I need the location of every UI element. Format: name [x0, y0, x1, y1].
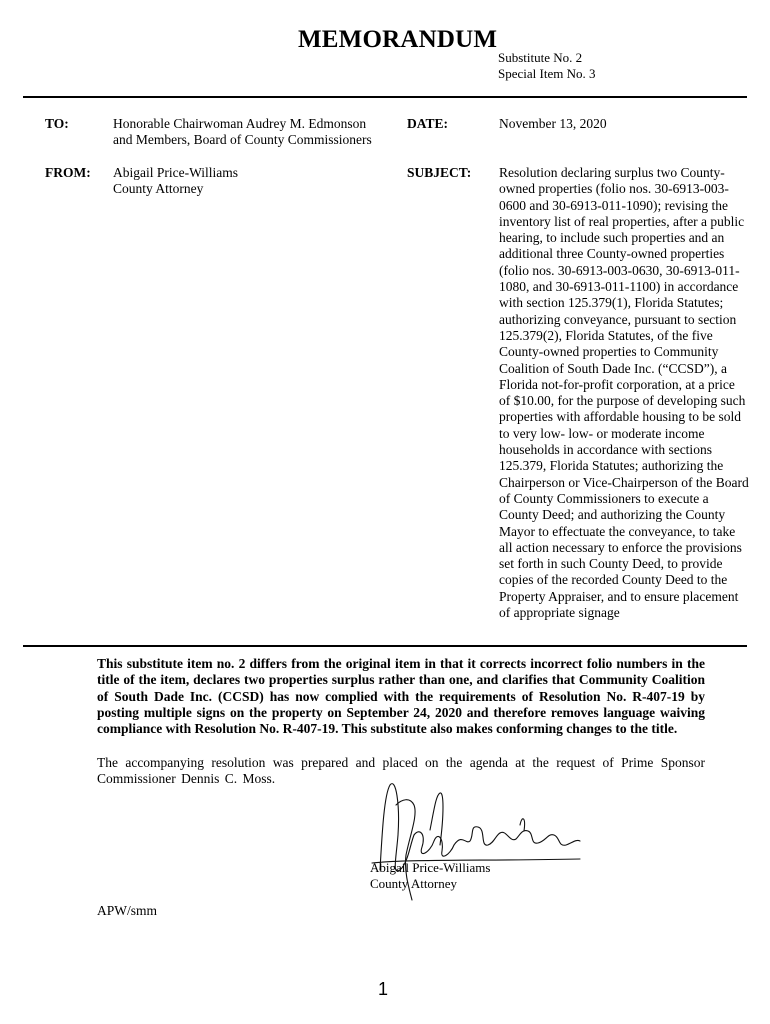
subject-label: SUBJECT: [407, 165, 472, 180]
substitute-number: Substitute No. 2 [498, 50, 583, 65]
special-item-number: Special Item No. 3 [498, 66, 596, 81]
to-recipient-line1: Honorable Chairwoman Audrey M. Edmonson [113, 116, 367, 131]
closing-paragraph: The accompanying resolution was prepared and placed on the agenda at the request of Prime Sponsor Commissioner Dennis C. Moss. [97, 755, 705, 787]
page-number: 1 [378, 979, 389, 999]
date-label: DATE: [407, 116, 449, 131]
to-recipient-line2: and Members, Board of County Commissioners [113, 132, 372, 147]
subject-divider [23, 645, 747, 647]
subject-text: Resolution declaring surplus two County-owned properties (folio nos. 30-6913-003-0600 and 30-6913-011-1090); revising the inventory list of real properties, after a public hearing, to include such properties and an additional three County-owned properties (folio nos. 30-6913-003-0630, 30-6913-011-1080, and 30-6913-011-1100) in accordance with section 125.379(1), Florida Statutes; authorizing conveyance, pursuant to section 125.379(2), Florida Statutes, of the five County-owned properties to Community Coalition of South Dade Inc. (“CCSD”), a Florida not-for-profit corporation, at a price of $10.00, for the purpose of developing such properties with affordable housing to be sold to very low- low- or moderate income households in accordance with sections 125.379, Florida Statutes; authorizing the Chairperson or Vice-Chairperson of the Board of County Commissioners to execute a County Deed; and authorizing the County Mayor to effectuate the conveyance, to take all action necessary to enforce the provisions set forth in such County Deed, to provide copies of the recorded County Deed to the Property Appraiser, and to ensure placement of appropriate signage [499, 165, 749, 621]
from-sender-title: County Attorney [113, 181, 204, 196]
memo-title: MEMORANDUM [298, 26, 498, 53]
signer-name: Abigail Price-Williams [370, 860, 491, 875]
date-value: November 13, 2020 [499, 116, 607, 131]
typist-initials: APW/smm [97, 903, 158, 918]
substitute-note-paragraph: This substitute item no. 2 differs from the original item in that it corrects incorrect folio numbers in the title of the item, declares two properties surplus rather than one, and clarifies that Community Coalition of South Dade Inc. (CCSD) has now complied with the requirements of Resolution No. R-407-19 by posting multiple signs on the property on September 24, 2020 and therefore removes language waiving compliance with Resolution No. R-407-19. This substitute also makes conforming changes to the title. [97, 656, 705, 737]
from-label: FROM: [45, 165, 91, 180]
header-divider [23, 96, 747, 98]
signer-title: County Attorney [370, 876, 458, 891]
to-label: TO: [45, 116, 69, 131]
from-sender-name: Abigail Price-Williams [113, 165, 239, 180]
signature-block [370, 860, 490, 892]
